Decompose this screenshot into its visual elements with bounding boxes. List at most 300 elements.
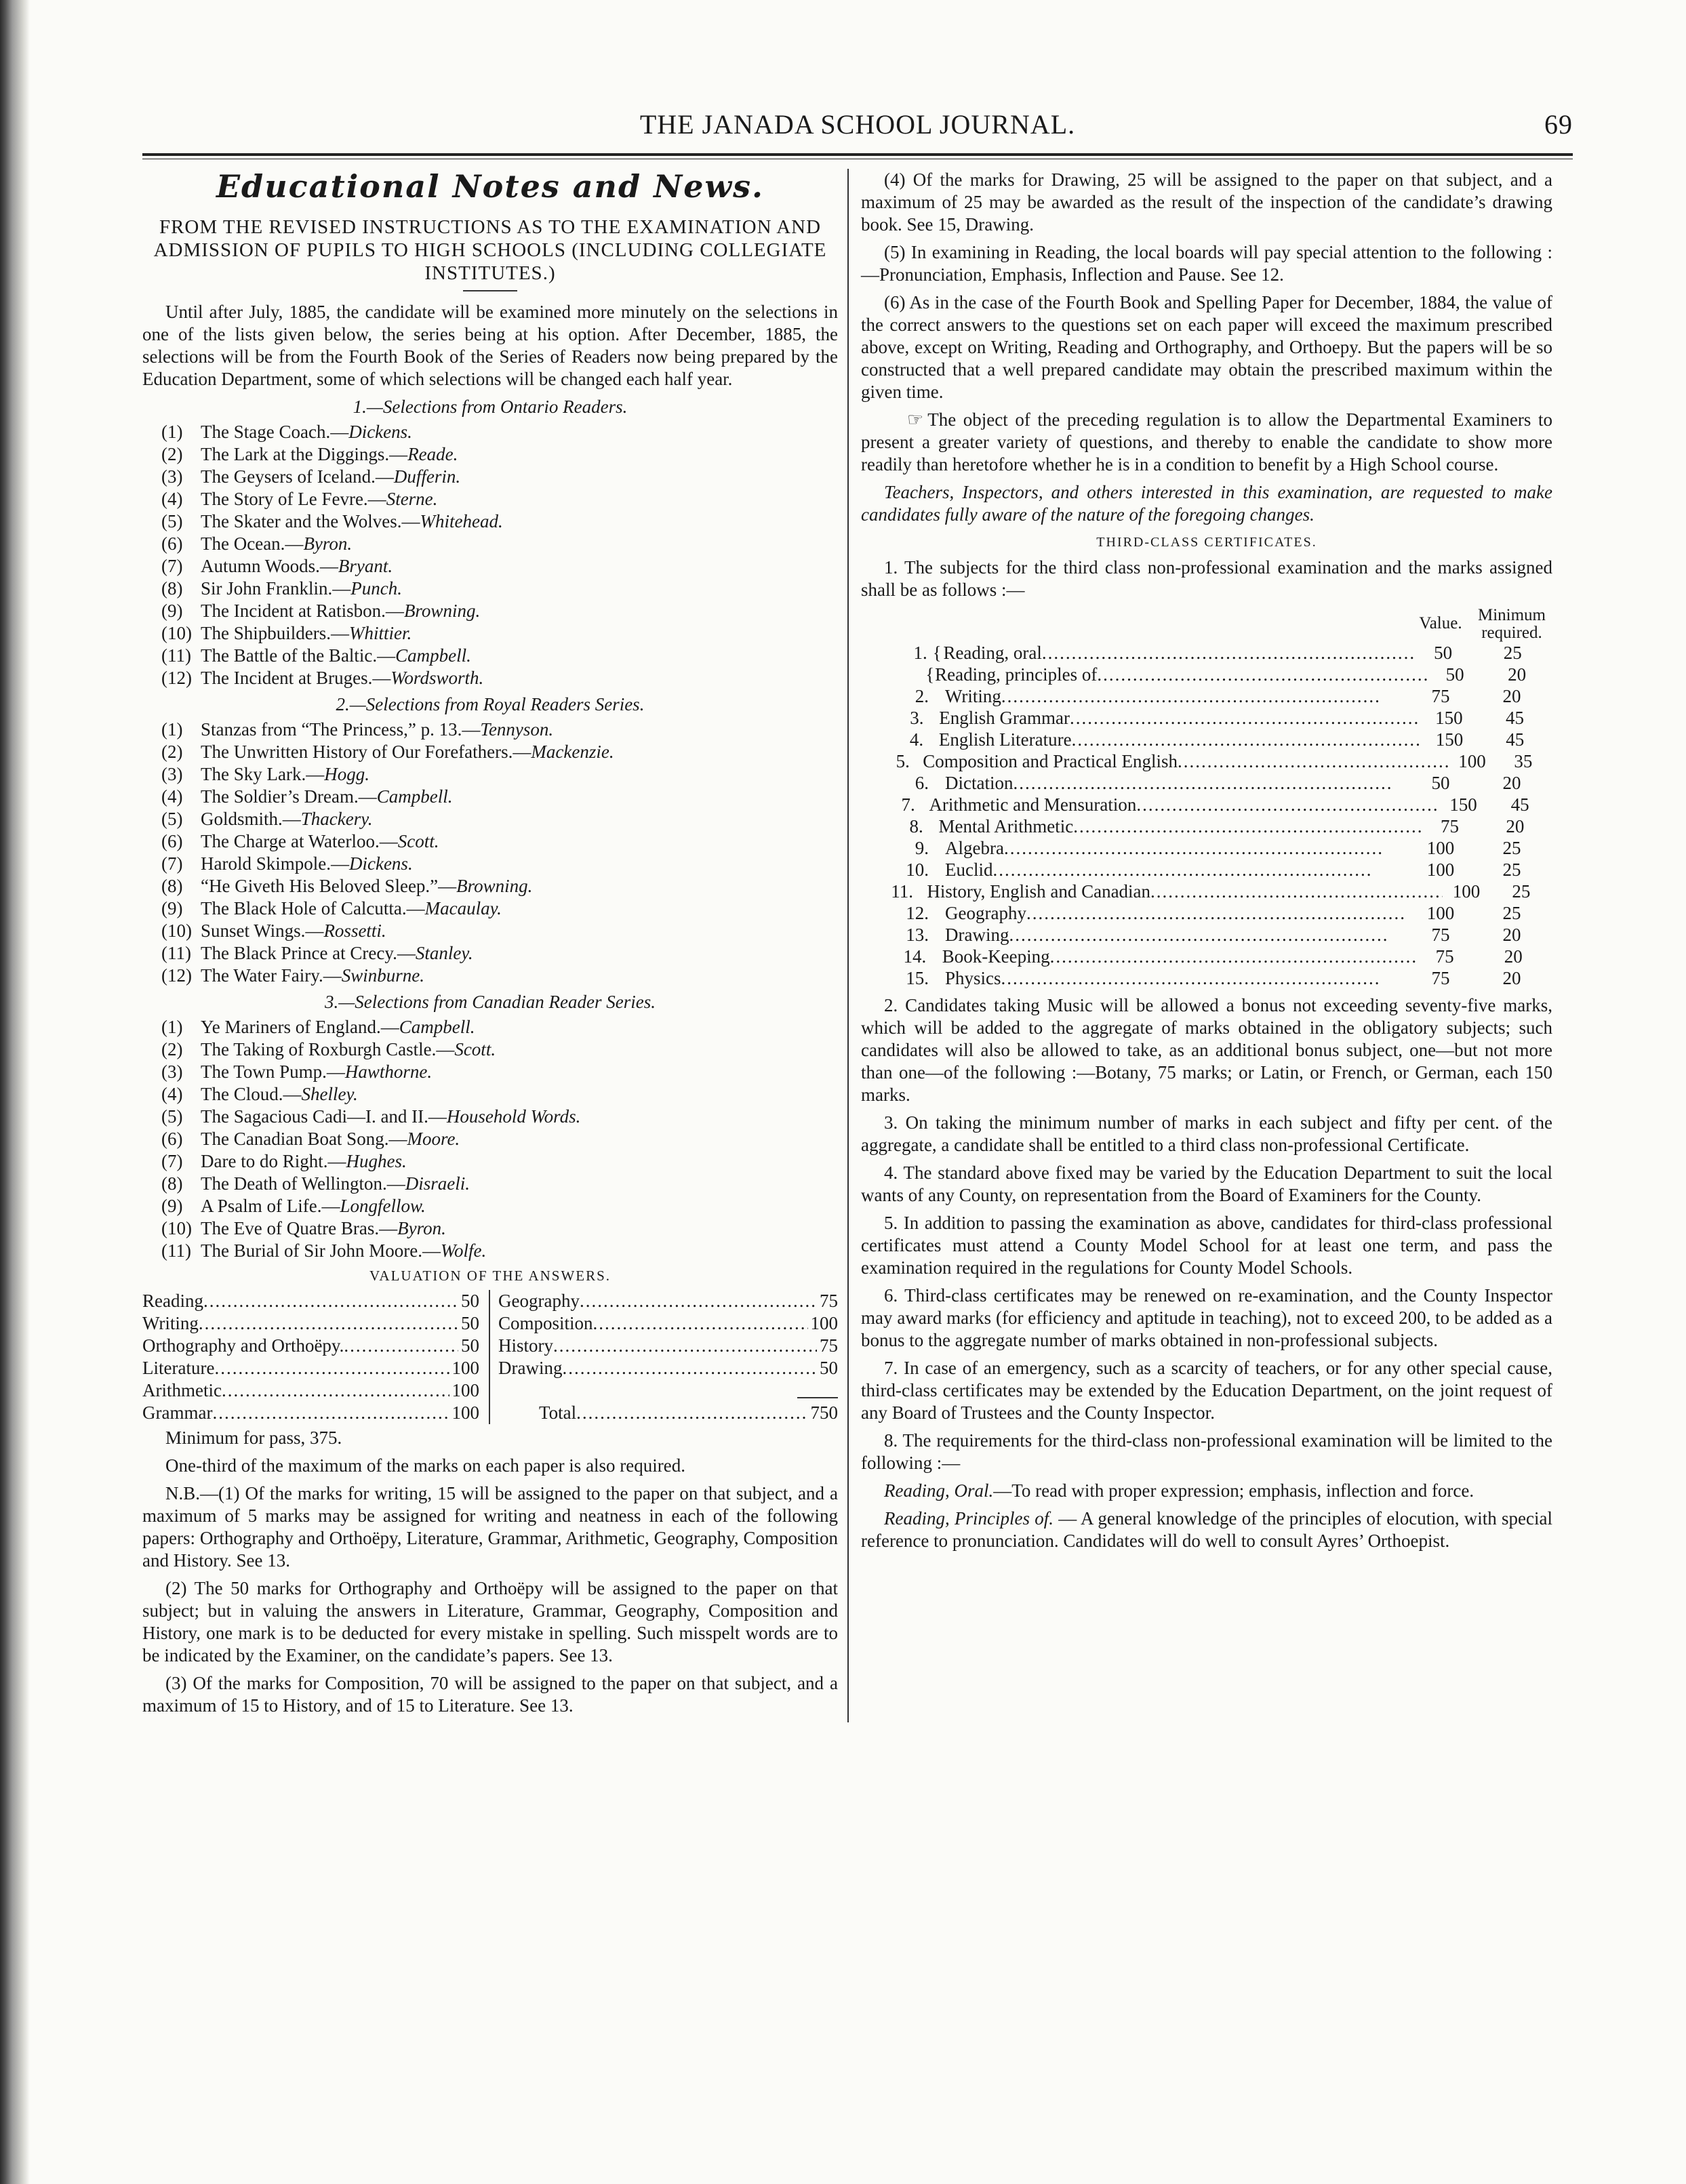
- subject-name: Composition and Practical English: [923, 751, 1178, 771]
- notice-paragraph: Teachers, Inspectors, and others interested in this examination, are requested to make candidates fully aware of the nature of the foregoing changes.: [861, 482, 1552, 525]
- subject-minimum: 45: [1510, 794, 1529, 815]
- valuation-left: [142, 1290, 490, 1424]
- subject-value: 150: [1435, 729, 1464, 750]
- list-item: [161, 1106, 838, 1128]
- subject-minimum: 25: [1503, 643, 1522, 663]
- subject-name: English Grammar: [939, 708, 1070, 728]
- subject-minimum: 20: [1502, 686, 1521, 706]
- valuation-row: [498, 1357, 838, 1379]
- item-number: (9): [161, 898, 183, 918]
- subject-row: [861, 664, 1552, 685]
- item-title: Harold Skimpole.—: [201, 853, 349, 874]
- list-item: [161, 1128, 838, 1150]
- left-column: [142, 169, 847, 1722]
- subject-minimum: 25: [1502, 903, 1521, 923]
- item-author: Macaulay.: [424, 898, 502, 918]
- item-author: Household Words.: [446, 1106, 581, 1127]
- subject-number: 7.: [901, 794, 915, 815]
- subject-brace: [929, 707, 939, 729]
- reading-principles-label: Reading, Principles of.: [884, 1508, 1053, 1529]
- dot-leader: [1073, 815, 1422, 837]
- item-number: (12): [161, 668, 192, 688]
- subject-row: [861, 967, 1552, 989]
- subject-row: [861, 707, 1552, 729]
- subject-name: Euclid: [945, 860, 993, 880]
- valuation-row: [142, 1379, 479, 1402]
- tc4-paragraph: 4. The standard above fixed may be varied by the Education Department to suit the local wants of any County, on representation from the Board of Examiners for the County.: [861, 1162, 1552, 1205]
- article-title: FROM THE REVISED INSTRUCTIONS AS TO THE EXAMINATION AND ADMISSION OF PUPILS TO HIGH SCHOOLS (INCLUDING COLLEGIATE INSTITUTES.): [153, 216, 827, 284]
- subject-number: 4.: [909, 729, 924, 750]
- item-title: Autumn Woods.—: [201, 556, 338, 576]
- item-author: Bryant.: [338, 556, 393, 576]
- list2-title: 2.—Selections from Royal Readers Series.: [336, 694, 645, 714]
- tc6-paragraph: 6. Third-class certificates may be renewed on re-examination, and the County Inspector may award marks (for efficiency and aptitude in teaching), not to exceed 200, to be added as a bonus to the aggregate number of marks obtained in non-professional subjects.: [861, 1285, 1552, 1350]
- list-item: [161, 1016, 838, 1038]
- item-author: Hogg.: [324, 764, 369, 784]
- value-paragraph: (6) As in the case of the Fourth Book and Spelling Paper for December, 1884, the value of the correct answers to the questions set on each paper will exceed the maximum prescribed above, except on Writing, Reading and Orthography, and Orthoepy. But the papers will be so constructed that a well prepared candidate may obtain the prescribed maximum within the given time.: [861, 292, 1552, 402]
- valuation-row: [142, 1290, 479, 1312]
- valuation-row: [142, 1357, 479, 1379]
- total-value: 750: [810, 1402, 838, 1423]
- item-number: (7): [161, 853, 183, 874]
- item-title: The Ocean.—: [201, 533, 304, 554]
- item-title: Sunset Wings.—: [201, 921, 324, 941]
- list-item: [161, 421, 838, 443]
- valuation-row: [142, 1335, 479, 1357]
- subject-value: 75: [1431, 968, 1450, 988]
- list-item: [161, 853, 838, 875]
- valuation-row: [498, 1290, 838, 1312]
- subject-name: Dictation: [945, 773, 1013, 793]
- item-title: The Geysers of Iceland.—: [201, 466, 394, 487]
- tc8-paragraph: 8. The requirements for the third-class non-professional examination will be limited to the following :—: [861, 1430, 1552, 1473]
- list-item: [161, 578, 838, 600]
- item-author: Campbell.: [399, 1017, 475, 1037]
- item-number: (5): [161, 511, 183, 531]
- valuation-value: 50: [461, 1335, 479, 1356]
- item-title: The Stage Coach.—: [201, 422, 349, 442]
- subject-brace: [931, 946, 942, 967]
- subject-brace: [934, 967, 945, 989]
- valuation-value: 50: [820, 1358, 838, 1378]
- item-title: The Lark at the Diggings.—: [201, 444, 408, 464]
- list-item: [161, 645, 838, 667]
- divider: [463, 290, 517, 291]
- item-number: (9): [161, 1196, 183, 1216]
- valuation-value: 50: [461, 1291, 479, 1311]
- valuation-subject: Arithmetic: [142, 1380, 222, 1400]
- valuation-value: 75: [820, 1335, 838, 1356]
- item-author: Longfellow.: [340, 1196, 426, 1216]
- item-number: (11): [161, 943, 191, 963]
- subject-brace: {: [932, 643, 942, 663]
- item-author: Campbell.: [376, 786, 453, 807]
- subject-number: 15.: [906, 968, 929, 988]
- list-item: [161, 1038, 838, 1061]
- subject-value: 75: [1431, 686, 1450, 706]
- item-author: Campbell.: [395, 645, 471, 666]
- selection-list-canadian: [161, 1016, 838, 1262]
- valuation-value: 100: [451, 1402, 479, 1423]
- book-binding-edge: [0, 0, 30, 2184]
- valuation-value: 100: [810, 1313, 838, 1333]
- subject-value: 75: [1441, 816, 1460, 836]
- subject-value: 100: [1426, 838, 1455, 858]
- item-author: Dickens.: [348, 853, 413, 874]
- tc5-paragraph: 5. In addition to passing the examination as above, candidates for third-class professional certificates must attend a County Model School for at least one term, and pass the examination required in the regulations for County Model Schools.: [861, 1213, 1552, 1278]
- nb2-paragraph: (2) The 50 marks for Orthography and Orthoëpy will be assigned to the paper on that subject; but in valuing the answers in Literature, Grammar, Geography, Composition and History, one mark is to be deducted for every mistake in spelling. Such misspelt words are to be indicated by the Examiner, on the candidate’s papers. See 13.: [142, 1578, 838, 1665]
- nb1-paragraph: N.B.—(1) Of the marks for writing, 15 will be assigned to the paper on that subject, and a maximum of 5 marks may be assigned for writing and neatness in each of the following papers: Orthography and Orthoëpy, Literature, Grammar, Arithmetic, Geography, Composition and History. See 13.: [142, 1483, 838, 1571]
- item-number: (11): [161, 645, 191, 666]
- item-number: (4): [161, 786, 183, 807]
- item-title: The Incident at Bruges.—: [201, 668, 391, 688]
- section-title: Educational Notes and News.: [216, 168, 765, 205]
- list-item: [161, 808, 838, 830]
- valuation-value: 50: [461, 1313, 479, 1333]
- subject-row: [861, 902, 1552, 924]
- right-column: [847, 169, 1552, 1722]
- list1-title: 1.—Selections from Ontario Readers.: [353, 397, 628, 417]
- item-title: The Water Fairy.—: [201, 965, 342, 986]
- item-author: Dickens.: [348, 422, 412, 442]
- reading-principles-paragraph: [861, 1508, 1552, 1552]
- list-item: [161, 719, 838, 741]
- dot-leader: [576, 1402, 807, 1424]
- item-number: (1): [161, 422, 183, 442]
- subject-name: Reading, oral: [943, 643, 1042, 663]
- item-number: (7): [161, 1151, 183, 1171]
- dot-leader: [593, 1312, 808, 1335]
- dot-leader: [199, 1312, 458, 1335]
- item-title: The Incident at Ratisbon.—: [201, 601, 404, 621]
- item-number: (10): [161, 921, 192, 941]
- dot-leader: [1042, 642, 1413, 664]
- subject-minimum: 20: [1508, 664, 1527, 685]
- item-title: The Black Prince at Crecy.—: [201, 943, 416, 963]
- list-item: [161, 466, 838, 488]
- item-author: Wordsworth.: [390, 668, 484, 688]
- subject-brace: [921, 794, 929, 815]
- subject-number: 10.: [906, 860, 929, 880]
- item-title: The Charge at Waterloo.—: [201, 831, 398, 851]
- total-row: [498, 1402, 838, 1424]
- item-number: (5): [161, 809, 183, 829]
- subject-name: Mental Arithmetic: [938, 816, 1074, 836]
- item-number: (8): [161, 876, 183, 896]
- list3-title: 3.—Selections from Canadian Reader Series.: [325, 992, 656, 1012]
- dot-leader: [992, 859, 1410, 881]
- valuation-subject: Writing: [142, 1313, 199, 1333]
- item-title: The Burial of Sir John Moore.—: [201, 1240, 441, 1261]
- item-author: Mackenzie.: [531, 742, 614, 762]
- one-third-paragraph: One-third of the maximum of the marks on each paper is also required.: [165, 1455, 686, 1476]
- item-number: (3): [161, 1061, 183, 1082]
- reading-paragraph: (5) In examining in Reading, the local boards will pay special attention to the following :—Pronunciation, Emphasis, Inflection and Pause. See 12.: [861, 242, 1552, 285]
- item-author: Punch.: [350, 578, 402, 599]
- item-number: (3): [161, 466, 183, 487]
- valuation-subject: Grammar: [142, 1402, 213, 1423]
- list-item: [161, 741, 838, 763]
- reading-oral-label: Reading, Oral.: [884, 1480, 994, 1501]
- subject-row: [861, 794, 1552, 815]
- subject-brace: [934, 837, 945, 859]
- valuation-subject: Composition: [498, 1313, 593, 1333]
- subject-brace: [934, 772, 945, 794]
- item-number: (6): [161, 533, 183, 554]
- subject-number: 13.: [906, 925, 929, 945]
- item-number: (4): [161, 489, 183, 509]
- item-title: A Psalm of Life.—: [201, 1196, 340, 1216]
- dot-leader: [1072, 729, 1422, 750]
- item-author: Swinburne.: [341, 965, 425, 986]
- subject-number: 14.: [903, 946, 927, 967]
- total-label: Total: [539, 1402, 577, 1423]
- item-title: Dare to do Right.—: [201, 1151, 346, 1171]
- running-header: [142, 108, 1573, 149]
- item-title: The Black Hole of Calcutta.—: [201, 898, 425, 918]
- list-item: [161, 875, 838, 897]
- total-underline: [797, 1397, 838, 1398]
- item-title: The Battle of the Baltic.—: [201, 645, 396, 666]
- subject-row: [861, 881, 1552, 902]
- item-author: Whittier.: [348, 623, 412, 643]
- list-item: [161, 1150, 838, 1173]
- dot-leader: [1001, 685, 1410, 707]
- subject-name: English Literature: [938, 729, 1072, 750]
- list-item: [161, 830, 838, 853]
- item-author: Sterne.: [386, 489, 438, 509]
- tc7-paragraph: 7. In case of an emergency, such as a scarcity of teachers, or for any other special cause, third-class certificates may be extended by the Education Department, on the joint request of any Board of Trustees and the County Inspector.: [861, 1358, 1552, 1423]
- valuation-subject: Reading: [142, 1291, 203, 1311]
- subject-value: 150: [1435, 708, 1463, 728]
- item-number: (11): [161, 1240, 191, 1261]
- subject-value: 100: [1452, 881, 1481, 902]
- subject-brace: [934, 924, 945, 946]
- dot-leader: [1070, 707, 1421, 729]
- minimum-pass: Minimum for pass, 375.: [165, 1428, 342, 1448]
- dot-leader: [1004, 837, 1410, 859]
- object-text: The object of the preceding regulation is to allow the Departmental Examiners to present a greater variety of questions, and thereby to enable the candidate to show more readily than heretofore whether he is in a condition to benefit by a High School course.: [861, 409, 1552, 474]
- total-rule: [498, 1379, 838, 1402]
- valuation-row: [142, 1312, 479, 1335]
- subject-name: Physics: [945, 968, 1001, 988]
- valuation-value: 100: [451, 1358, 479, 1378]
- item-author: Stanley.: [415, 943, 473, 963]
- list-item: [161, 1195, 838, 1217]
- subject-row: [861, 642, 1552, 664]
- list-item: [161, 1061, 838, 1083]
- subject-name: Drawing: [945, 925, 1009, 945]
- item-number: (1): [161, 719, 183, 740]
- dot-leader: [1001, 967, 1410, 989]
- subject-number: 2.: [915, 686, 929, 706]
- item-author: Dufferin.: [393, 466, 461, 487]
- drawing-paragraph: (4) Of the marks for Drawing, 25 will be assigned to the paper on that subject, and a maximum of 25 may be awarded as the result of the inspection of the candidate’s drawing book. See 15, Drawing.: [861, 169, 1552, 235]
- item-number: (5): [161, 1106, 183, 1127]
- dot-leader: [203, 1290, 458, 1312]
- dot-leader: [553, 1335, 817, 1357]
- item-title: “He Giveth His Beloved Sleep.”—: [201, 876, 457, 896]
- valuation-subject: Geography: [498, 1291, 580, 1311]
- item-title: Goldsmith.—: [201, 809, 301, 829]
- subject-brace: [929, 815, 939, 837]
- subject-value: 75: [1435, 946, 1454, 967]
- valuation-row: [498, 1312, 838, 1335]
- subject-row: [861, 729, 1552, 750]
- item-number: (2): [161, 742, 183, 762]
- dot-leader: [222, 1379, 449, 1402]
- minimum-column-header: Minimum required.: [1477, 606, 1546, 642]
- dot-leader: [1097, 664, 1428, 685]
- pointing-hand-icon: ☞: [907, 409, 924, 430]
- subject-brace: [934, 685, 945, 707]
- valuation-value: 75: [820, 1291, 838, 1311]
- list-item: [161, 1173, 838, 1195]
- item-author: Moore.: [407, 1129, 460, 1149]
- subject-row: [861, 837, 1552, 859]
- item-title: The Soldier’s Dream.—: [201, 786, 377, 807]
- page-number: 69: [1544, 109, 1573, 140]
- item-title: Sir John Franklin.—: [201, 578, 351, 599]
- item-number: (4): [161, 1084, 183, 1104]
- subject-minimum: 25: [1502, 860, 1521, 880]
- list-item: [161, 510, 838, 533]
- subject-number: 3.: [910, 708, 924, 728]
- list-item: [161, 488, 838, 510]
- subject-value: 75: [1431, 925, 1450, 945]
- journal-page: [142, 108, 1573, 1722]
- list-item: [161, 897, 838, 920]
- valuation-subject: History: [498, 1335, 553, 1356]
- item-author: Shelley.: [301, 1084, 358, 1104]
- dot-leader: [1150, 881, 1443, 902]
- valuation-value: 100: [451, 1380, 479, 1400]
- list-item: [161, 600, 838, 622]
- item-author: Browning.: [456, 876, 533, 896]
- valuation-right: [490, 1290, 838, 1424]
- list-item: [161, 555, 838, 578]
- list-item: [161, 965, 838, 987]
- item-number: (2): [161, 1039, 183, 1059]
- valuation-subject: Orthography and Orthoëpy.: [142, 1335, 344, 1356]
- subject-name: History, English and Canadian: [927, 881, 1151, 902]
- nb3-paragraph: (3) Of the marks for Composition, 70 will be assigned to the paper on that subject, and a maximum of 15 to History, and of 15 to Literature. See 13.: [142, 1673, 838, 1716]
- subject-number: 9.: [915, 838, 929, 858]
- item-author: Browning.: [403, 601, 481, 621]
- list-item: [161, 786, 838, 808]
- reading-principles-text: — A general knowledge of the principles of elocution, with special reference to pronunciation. Candidates will do well to consult Ayres’ Orthoepist.: [861, 1508, 1552, 1551]
- subjects-header: [861, 607, 1552, 642]
- dot-leader: [580, 1290, 817, 1312]
- list-item: [161, 763, 838, 786]
- subject-row: [861, 685, 1552, 707]
- item-title: The Town Pump.—: [201, 1061, 345, 1082]
- subject-value: 150: [1449, 794, 1477, 815]
- selection-list-ontario: [161, 421, 838, 689]
- dot-leader: [1178, 750, 1450, 772]
- item-author: Rossetti.: [323, 921, 386, 941]
- item-author: Wolfe.: [440, 1240, 487, 1261]
- dot-leader: [1050, 946, 1416, 967]
- item-title: The Eve of Quatre Bras.—: [201, 1218, 398, 1238]
- item-number: (6): [161, 1129, 183, 1149]
- subject-brace: [919, 881, 927, 902]
- list-item: [161, 1217, 838, 1240]
- list-item: [161, 667, 838, 689]
- tc1-paragraph: 1. The subjects for the third class non-professional examination and the marks assigned shall be as follows :—: [861, 557, 1552, 600]
- subject-value: 50: [1445, 664, 1464, 685]
- item-author: Thackery.: [300, 809, 373, 829]
- list-item: [161, 622, 838, 645]
- item-title: The Sky Lark.—: [201, 764, 325, 784]
- item-number: (2): [161, 444, 183, 464]
- subject-name: Geography: [945, 903, 1026, 923]
- list-item: [161, 533, 838, 555]
- header-rule: [142, 153, 1573, 159]
- journal-title: THE JANADA SCHOOL JOURNAL.: [639, 109, 1076, 140]
- tc3-paragraph: 3. On taking the minimum number of marks in each subject and fifty per cent. of the aggregate, a candidate shall be entitled to a third class non-professional Certificate.: [861, 1112, 1552, 1155]
- item-title: Stanzas from “The Princess,” p. 13.—: [201, 719, 481, 740]
- subject-minimum: 20: [1502, 773, 1521, 793]
- item-title: The Cloud.—: [201, 1084, 302, 1104]
- dot-leader: [1136, 794, 1439, 815]
- item-title: Ye Mariners of England.—: [201, 1017, 399, 1037]
- subject-minimum: 20: [1502, 925, 1521, 945]
- list-item: [161, 1240, 838, 1262]
- subject-number: 12.: [906, 903, 929, 923]
- subject-minimum: 20: [1504, 946, 1523, 967]
- subject-number: 8.: [909, 816, 923, 836]
- value-column-header: Value.: [1419, 614, 1462, 632]
- subject-brace: [915, 750, 923, 772]
- subject-name: Reading, principles of: [935, 664, 1098, 685]
- dot-leader: [212, 1402, 449, 1424]
- subjects-table: [861, 642, 1552, 989]
- valuation-table: [142, 1290, 838, 1424]
- item-author: Reade.: [407, 444, 458, 464]
- subject-minimum: 20: [1502, 968, 1521, 988]
- item-author: Disraeli.: [405, 1173, 470, 1194]
- selection-list-royal: [161, 719, 838, 987]
- dot-leader: [1013, 772, 1410, 794]
- subject-number: [861, 664, 925, 685]
- valuation-subject: Drawing: [498, 1358, 563, 1378]
- dot-leader: [214, 1357, 449, 1379]
- subject-value: 100: [1426, 903, 1455, 923]
- item-title: The Story of Le Fevre.—: [201, 489, 386, 509]
- item-title: The Taking of Roxburgh Castle.—: [201, 1039, 455, 1059]
- subject-brace: [929, 729, 939, 750]
- subject-name: Book-Keeping: [942, 946, 1050, 967]
- object-paragraph: [861, 409, 1552, 476]
- valuation-title: VALUATION OF THE ANSWERS.: [369, 1268, 611, 1284]
- subject-number: 6.: [915, 773, 929, 793]
- dot-leader: [344, 1335, 458, 1357]
- subject-value: 100: [1458, 751, 1486, 771]
- subject-brace: [934, 859, 945, 881]
- subject-name: Arithmetic and Mensuration: [929, 794, 1137, 815]
- subject-minimum: 20: [1506, 816, 1525, 836]
- item-author: Scott.: [397, 831, 439, 851]
- item-title: The Sagacious Cadi—I. and II.—: [201, 1106, 447, 1127]
- item-title: The Skater and the Wolves.—: [201, 511, 420, 531]
- item-number: (8): [161, 578, 183, 599]
- item-number: (1): [161, 1017, 183, 1037]
- subject-row: [861, 946, 1552, 967]
- item-author: Byron.: [303, 533, 353, 554]
- subject-minimum: 25: [1512, 881, 1531, 902]
- item-author: Hughes.: [346, 1151, 407, 1171]
